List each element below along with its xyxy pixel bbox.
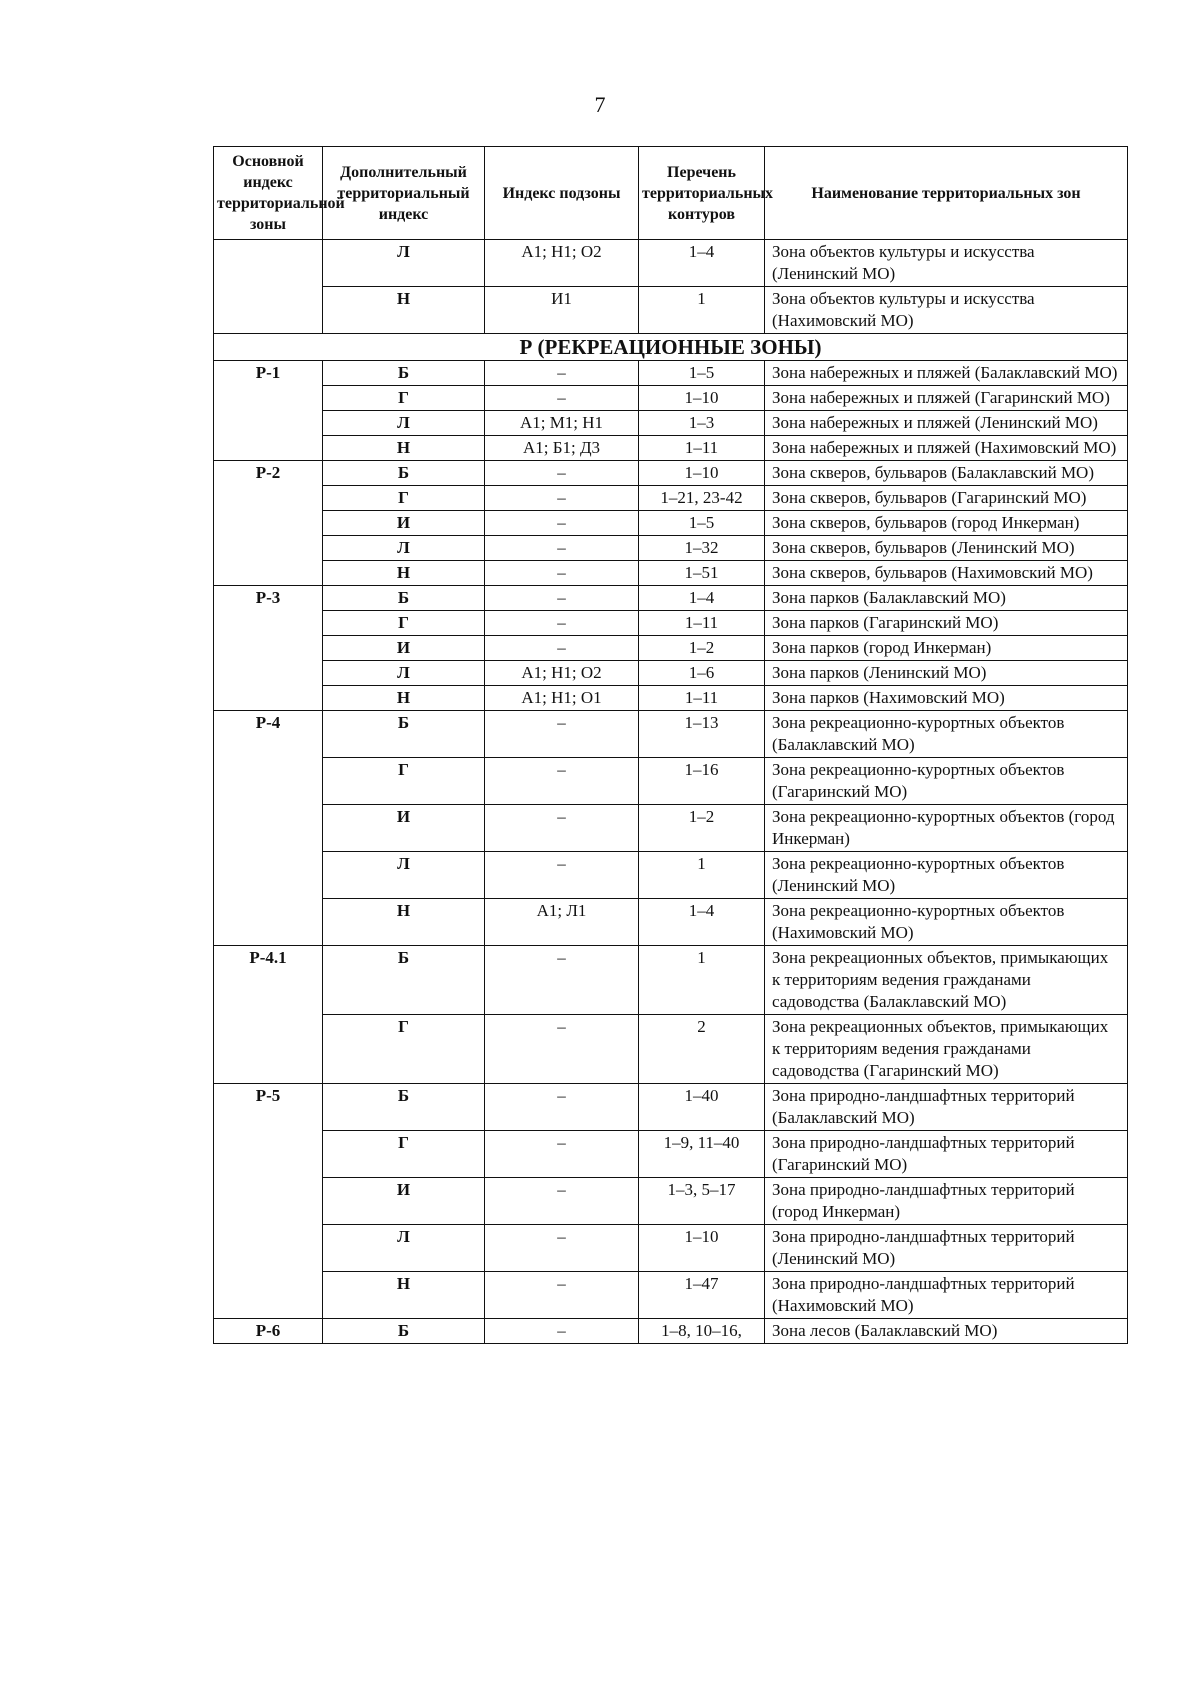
additional-index-cell: И <box>323 511 485 536</box>
contours-cell: 1–10 <box>639 461 765 486</box>
contours-cell: 1–21, 23-42 <box>639 486 765 511</box>
table-row <box>214 461 1128 486</box>
contours-cell: 1–3, 5–17 <box>639 1178 765 1225</box>
table-row <box>214 1084 1128 1131</box>
table-row <box>214 686 1128 711</box>
zone-name-cell: Зона парков (Балаклавский МО) <box>765 586 1128 611</box>
subzone-index-cell: И1 <box>485 287 639 334</box>
subzone-index-cell: – <box>485 461 639 486</box>
subzone-index-cell: – <box>485 852 639 899</box>
header-main-index: Основной индекс территориальной зоны <box>214 147 323 240</box>
table-row <box>214 946 1128 1015</box>
contours-cell: 1 <box>639 852 765 899</box>
table-row <box>214 611 1128 636</box>
table-row <box>214 486 1128 511</box>
additional-index-cell: Л <box>323 661 485 686</box>
contours-cell: 1–32 <box>639 536 765 561</box>
subzone-index-cell: – <box>485 611 639 636</box>
table-row <box>214 386 1128 411</box>
subzone-index-cell: – <box>485 386 639 411</box>
table-row <box>214 1178 1128 1225</box>
contours-cell: 1–16 <box>639 758 765 805</box>
subzone-index-cell: А1; Л1 <box>485 899 639 946</box>
contours-cell: 1–2 <box>639 636 765 661</box>
additional-index-cell: Н <box>323 436 485 461</box>
additional-index-cell: Г <box>323 486 485 511</box>
zone-name-cell: Зона рекреационно-курортных объектов (Балаклавский МО) <box>765 711 1128 758</box>
additional-index-cell: Л <box>323 852 485 899</box>
additional-index-cell: Г <box>323 1015 485 1084</box>
contours-cell: 1–11 <box>639 436 765 461</box>
table-header-row <box>214 147 1128 240</box>
main-index-cell: Р-1 <box>214 361 323 461</box>
subzone-index-cell: – <box>485 561 639 586</box>
main-index-cell: Р-5 <box>214 1084 323 1319</box>
table-row <box>214 361 1128 386</box>
table-row <box>214 899 1128 946</box>
zones-table <box>213 146 1128 1344</box>
section-row <box>214 334 1128 361</box>
section-title: Р (РЕКРЕАЦИОННЫЕ ЗОНЫ) <box>214 334 1128 361</box>
table-row <box>214 240 1128 287</box>
contours-cell: 1–10 <box>639 386 765 411</box>
zone-name-cell: Зона рекреационно-курортных объектов (Гагаринский МО) <box>765 758 1128 805</box>
subzone-index-cell: – <box>485 636 639 661</box>
subzone-index-cell: А1; Н1; О1 <box>485 686 639 711</box>
additional-index-cell: И <box>323 1178 485 1225</box>
subzone-index-cell: – <box>485 1015 639 1084</box>
zone-name-cell: Зона скверов, бульваров (город Инкерман) <box>765 511 1128 536</box>
main-index-cell: Р-4 <box>214 711 323 946</box>
header-contours-list: Перечень территориальных контуров <box>639 147 765 240</box>
zone-name-cell: Зона парков (город Инкерман) <box>765 636 1128 661</box>
contours-cell: 1 <box>639 946 765 1015</box>
contours-cell: 1–4 <box>639 899 765 946</box>
contours-cell: 1–3 <box>639 411 765 436</box>
table-row <box>214 586 1128 611</box>
subzone-index-cell: – <box>485 486 639 511</box>
contours-cell: 1–4 <box>639 240 765 287</box>
subzone-index-cell: – <box>485 805 639 852</box>
additional-index-cell: Г <box>323 758 485 805</box>
subzone-index-cell: – <box>485 946 639 1015</box>
main-index-cell <box>214 240 323 334</box>
contours-cell: 1–4 <box>639 586 765 611</box>
contours-cell: 1–5 <box>639 511 765 536</box>
contours-cell: 1–9, 11–40 <box>639 1131 765 1178</box>
additional-index-cell: Н <box>323 1272 485 1319</box>
additional-index-cell: И <box>323 805 485 852</box>
table-row <box>214 661 1128 686</box>
additional-index-cell: Б <box>323 946 485 1015</box>
zone-name-cell: Зона объектов культуры и искусства (Ленинский МО) <box>765 240 1128 287</box>
additional-index-cell: Л <box>323 240 485 287</box>
contours-cell: 1–8, 10–16, <box>639 1319 765 1344</box>
zone-name-cell: Зона рекреационно-курортных объектов (Нахимовский МО) <box>765 899 1128 946</box>
additional-index-cell: Н <box>323 899 485 946</box>
contours-cell: 1 <box>639 287 765 334</box>
subzone-index-cell: – <box>485 1084 639 1131</box>
main-index-cell: Р-6 <box>214 1319 323 1344</box>
zone-name-cell: Зона парков (Нахимовский МО) <box>765 686 1128 711</box>
additional-index-cell: Б <box>323 1084 485 1131</box>
zone-name-cell: Зона набережных и пляжей (Гагаринский МО) <box>765 386 1128 411</box>
subzone-index-cell: А1; Б1; Д3 <box>485 436 639 461</box>
contours-cell: 1–6 <box>639 661 765 686</box>
additional-index-cell: Л <box>323 411 485 436</box>
subzone-index-cell: А1; Н1; О2 <box>485 661 639 686</box>
additional-index-cell: Г <box>323 611 485 636</box>
page-number: 7 <box>594 92 606 117</box>
additional-index-cell: Н <box>323 686 485 711</box>
zone-name-cell: Зона скверов, бульваров (Нахимовский МО) <box>765 561 1128 586</box>
contours-cell: 1–11 <box>639 686 765 711</box>
table-row <box>214 1319 1128 1344</box>
subzone-index-cell: – <box>485 711 639 758</box>
subzone-index-cell: – <box>485 586 639 611</box>
zone-name-cell: Зона парков (Ленинский МО) <box>765 661 1128 686</box>
main-index-cell: Р-2 <box>214 461 323 586</box>
table-row <box>214 536 1128 561</box>
contours-cell: 1–40 <box>639 1084 765 1131</box>
zone-name-cell: Зона природно-ландшафтных территорий (Ленинский МО) <box>765 1225 1128 1272</box>
table-row <box>214 852 1128 899</box>
additional-index-cell: Л <box>323 536 485 561</box>
zone-name-cell: Зона природно-ландшафтных территорий (Балаклавский МО) <box>765 1084 1128 1131</box>
subzone-index-cell: – <box>485 1319 639 1344</box>
table-row <box>214 1015 1128 1084</box>
additional-index-cell: Б <box>323 586 485 611</box>
table-row <box>214 511 1128 536</box>
section-row-group <box>214 334 1128 361</box>
contours-cell: 1–13 <box>639 711 765 758</box>
zone-name-cell: Зона природно-ландшафтных территорий (Гагаринский МО) <box>765 1131 1128 1178</box>
subzone-index-cell: – <box>485 361 639 386</box>
contours-cell: 1–11 <box>639 611 765 636</box>
additional-index-cell: И <box>323 636 485 661</box>
zone-name-cell: Зона скверов, бульваров (Ленинский МО) <box>765 536 1128 561</box>
additional-index-cell: Г <box>323 1131 485 1178</box>
subzone-index-cell: – <box>485 511 639 536</box>
zone-name-cell: Зона рекреационно-курортных объектов (город Инкерман) <box>765 805 1128 852</box>
table-row <box>214 287 1128 334</box>
zone-name-cell: Зона лесов (Балаклавский МО) <box>765 1319 1128 1344</box>
zone-name-cell: Зона скверов, бульваров (Гагаринский МО) <box>765 486 1128 511</box>
additional-index-cell: Б <box>323 361 485 386</box>
header-zone-name: Наименование территориальных зон <box>765 147 1128 240</box>
table-row <box>214 561 1128 586</box>
additional-index-cell: Л <box>323 1225 485 1272</box>
header-subzone-index: Индекс подзоны <box>485 147 639 240</box>
subzone-index-cell: – <box>485 1178 639 1225</box>
subzone-index-cell: – <box>485 536 639 561</box>
zone-name-cell: Зона природно-ландшафтных территорий (город Инкерман) <box>765 1178 1128 1225</box>
additional-index-cell: Б <box>323 1319 485 1344</box>
table-row <box>214 1225 1128 1272</box>
main-index-cell: Р-4.1 <box>214 946 323 1084</box>
zone-name-cell: Зона рекреационных объектов, примыкающих к территориям ведения гражданами садоводства (Гагаринский МО) <box>765 1015 1128 1084</box>
table-body-before <box>214 240 1128 334</box>
zone-name-cell: Зона парков (Гагаринский МО) <box>765 611 1128 636</box>
additional-index-cell: Н <box>323 561 485 586</box>
table-row <box>214 636 1128 661</box>
table-row <box>214 805 1128 852</box>
table-row <box>214 1272 1128 1319</box>
contours-cell: 2 <box>639 1015 765 1084</box>
header-additional-index: Дополнительный территориальный индекс <box>323 147 485 240</box>
table-row <box>214 758 1128 805</box>
zone-name-cell: Зона рекреационно-курортных объектов (Ленинский МО) <box>765 852 1128 899</box>
zone-name-cell: Зона рекреационных объектов, примыкающих к территориям ведения гражданами садоводства (Балаклавский МО) <box>765 946 1128 1015</box>
subzone-index-cell: А1; М1; Н1 <box>485 411 639 436</box>
main-index-cell: Р-3 <box>214 586 323 711</box>
zone-name-cell: Зона природно-ландшафтных территорий (Нахимовский МО) <box>765 1272 1128 1319</box>
zone-name-cell: Зона набережных и пляжей (Ленинский МО) <box>765 411 1128 436</box>
zone-name-cell: Зона скверов, бульваров (Балаклавский МО) <box>765 461 1128 486</box>
zone-name-cell: Зона набережных и пляжей (Балаклавский МО) <box>765 361 1128 386</box>
table-row <box>214 1131 1128 1178</box>
contours-cell: 1–47 <box>639 1272 765 1319</box>
contours-cell: 1–5 <box>639 361 765 386</box>
subzone-index-cell: – <box>485 758 639 805</box>
subzone-index-cell: – <box>485 1272 639 1319</box>
contours-cell: 1–51 <box>639 561 765 586</box>
subzone-index-cell: А1; Н1; О2 <box>485 240 639 287</box>
contours-cell: 1–10 <box>639 1225 765 1272</box>
zone-name-cell: Зона объектов культуры и искусства (Нахимовский МО) <box>765 287 1128 334</box>
subzone-index-cell: – <box>485 1225 639 1272</box>
subzone-index-cell: – <box>485 1131 639 1178</box>
table-row <box>214 436 1128 461</box>
additional-index-cell: Б <box>323 461 485 486</box>
table-row <box>214 411 1128 436</box>
additional-index-cell: Н <box>323 287 485 334</box>
table-row <box>214 711 1128 758</box>
contours-cell: 1–2 <box>639 805 765 852</box>
additional-index-cell: Б <box>323 711 485 758</box>
additional-index-cell: Г <box>323 386 485 411</box>
table-body-recreational <box>214 361 1128 1344</box>
zone-name-cell: Зона набережных и пляжей (Нахимовский МО) <box>765 436 1128 461</box>
